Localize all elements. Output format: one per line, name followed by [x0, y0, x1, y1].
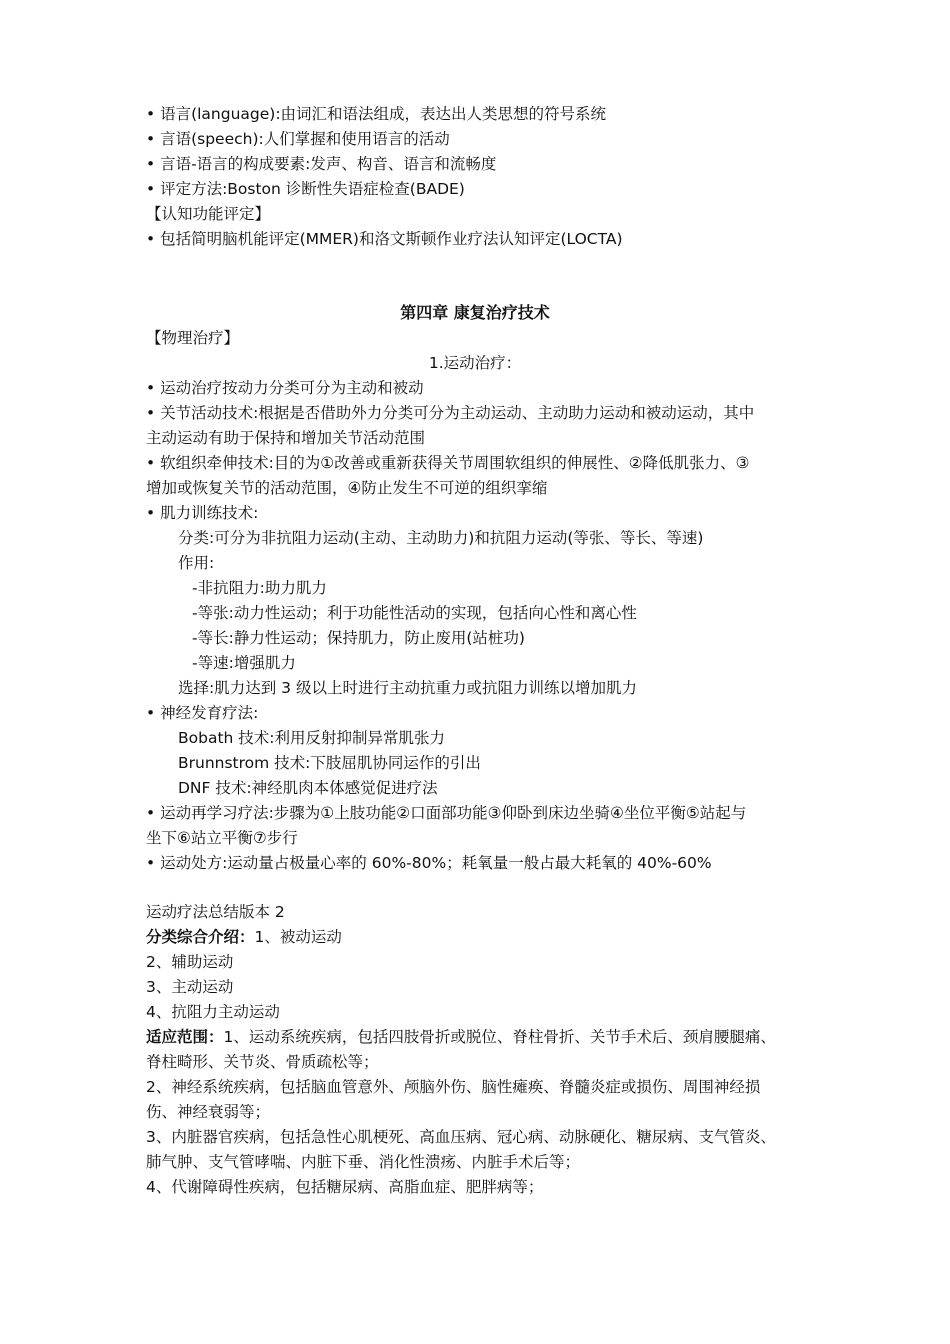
strength-effect-label: 作用: [178, 554, 215, 572]
technique-brunnstrom: Brunnstrom 技术:下肢屈肌协同运作的引出 [178, 754, 481, 772]
classification-item-4: 4、抗阻力主动运动 [146, 1003, 280, 1021]
indication-line-1 [146, 1027, 776, 1047]
subsection-heading-exercise-therapy: 1.运动治疗： [428, 354, 522, 372]
technique-bobath: Bobath 技术:利用反射抑制异常肌张力 [178, 729, 446, 747]
classification-item-3: 3、主动运动 [146, 978, 234, 996]
chapter-title: 第四章 康复治疗技术 [400, 303, 550, 322]
classification-intro-label: 分类综合介绍： [146, 928, 255, 946]
indication-item-2-cont: 伤、神经衰弱等； [146, 1103, 271, 1121]
bullet-cognitive-assessment: • 包括简明脑机能评定(MMER)和洛文斯顿作业疗法认知评定(LOCTA) [146, 230, 623, 248]
indication-item-2: 2、神经系统疾病，包括脑血管意外、颅脑外伤、脑性瘫痪、脊髓炎症或损伤、周围神经损 [146, 1078, 761, 1096]
section-heading-cognitive: 【认知功能评定】 [146, 205, 271, 223]
bullet-strength-training: • 肌力训练技术: [146, 504, 259, 522]
indication-item-1: 1、运动系统疾病，包括四肢骨折或脱位、脊柱骨折、关节手术后、颈肩腰腿痛、 [223, 1028, 776, 1046]
bullet-motor-relearning-cont: 坐下⑥站立平衡⑦步行 [146, 829, 298, 847]
bullet-speech: • 言语(speech):人们掌握和使用语言的活动 [146, 130, 450, 148]
indication-item-1-cont: 脊柱畸形、关节炎、骨质疏松等； [146, 1053, 379, 1071]
strength-selection: 选择:肌力达到 3 级以上时进行主动抗重力或抗阻力训练以增加肌力 [178, 679, 637, 697]
bullet-soft-tissue-stretch: • 软组织牵伸技术:目的为①改善或重新获得关节周围软组织的伸展性、②降低肌张力、③ [146, 454, 750, 472]
classification-item-1: 1、被动运动 [254, 928, 342, 946]
bullet-joint-mobility-cont: 主动运动有助于保持和增加关节活动范围 [146, 429, 426, 447]
classification-intro-line [146, 927, 342, 947]
strength-effect-isometric: -等长:静力性运动；保持肌力，防止废用(站桩功) [192, 629, 525, 647]
indication-item-4: 4、代谢障碍性疾病，包括糖尿病、高脂血症、肥胖病等； [146, 1178, 544, 1196]
bullet-neurodevelopmental: • 神经发育疗法: [146, 704, 259, 722]
strength-effect-non-resistance: -非抗阻力:助力肌力 [192, 579, 327, 597]
technique-dnf: DNF 技术:神经肌肉本体感觉促进疗法 [178, 779, 438, 797]
bullet-exercise-classification: • 运动治疗按动力分类可分为主动和被动 [146, 379, 424, 397]
strength-classification: 分类:可分为非抗阻力运动(主动、主动助力)和抗阻力运动(等张、等长、等速) [178, 529, 704, 547]
indication-label: 适应范围： [146, 1028, 224, 1046]
bullet-speech-elements: • 言语-语言的构成要素:发声、构音、语言和流畅度 [146, 155, 497, 173]
indication-item-3-cont: 肺气肿、支气管哮喘、内脏下垂、消化性溃疡、内脏手术后等； [146, 1153, 581, 1171]
bullet-assessment-method: • 评定方法:Boston 诊断性失语症检查(BADE) [146, 180, 465, 198]
bullet-soft-tissue-stretch-cont: 增加或恢复关节的活动范围，④防止发生不可逆的组织挛缩 [146, 479, 548, 497]
bullet-joint-mobility: • 关节活动技术:根据是否借助外力分类可分为主动运动、主动助力运动和被动运动，其中 [146, 404, 755, 422]
indication-item-3: 3、内脏器官疾病，包括急性心肌梗死、高血压病、冠心病、动脉硬化、糖尿病、支气管炎、 [146, 1128, 776, 1146]
summary-heading: 运动疗法总结版本 2 [146, 903, 285, 921]
bullet-language: • 语言(language):由词汇和语法组成，表达出人类思想的符号系统 [146, 105, 607, 123]
bullet-motor-relearning: • 运动再学习疗法:步骤为①上肢功能②口面部功能③仰卧到床边坐骑④坐位平衡⑤站起与 [146, 804, 747, 822]
section-heading-physical-therapy: 【物理治疗】 [146, 329, 240, 347]
strength-effect-isokinetic: -等速:增强肌力 [192, 654, 296, 672]
strength-effect-isotonic: -等张:动力性运动；利于功能性活动的实现，包括向心性和离心性 [192, 604, 637, 622]
classification-item-2: 2、辅助运动 [146, 953, 234, 971]
bullet-exercise-prescription: • 运动处方:运动量占极量心率的 60%-80%；耗氧量一般占最大耗氧的 40%-60% [146, 854, 712, 872]
